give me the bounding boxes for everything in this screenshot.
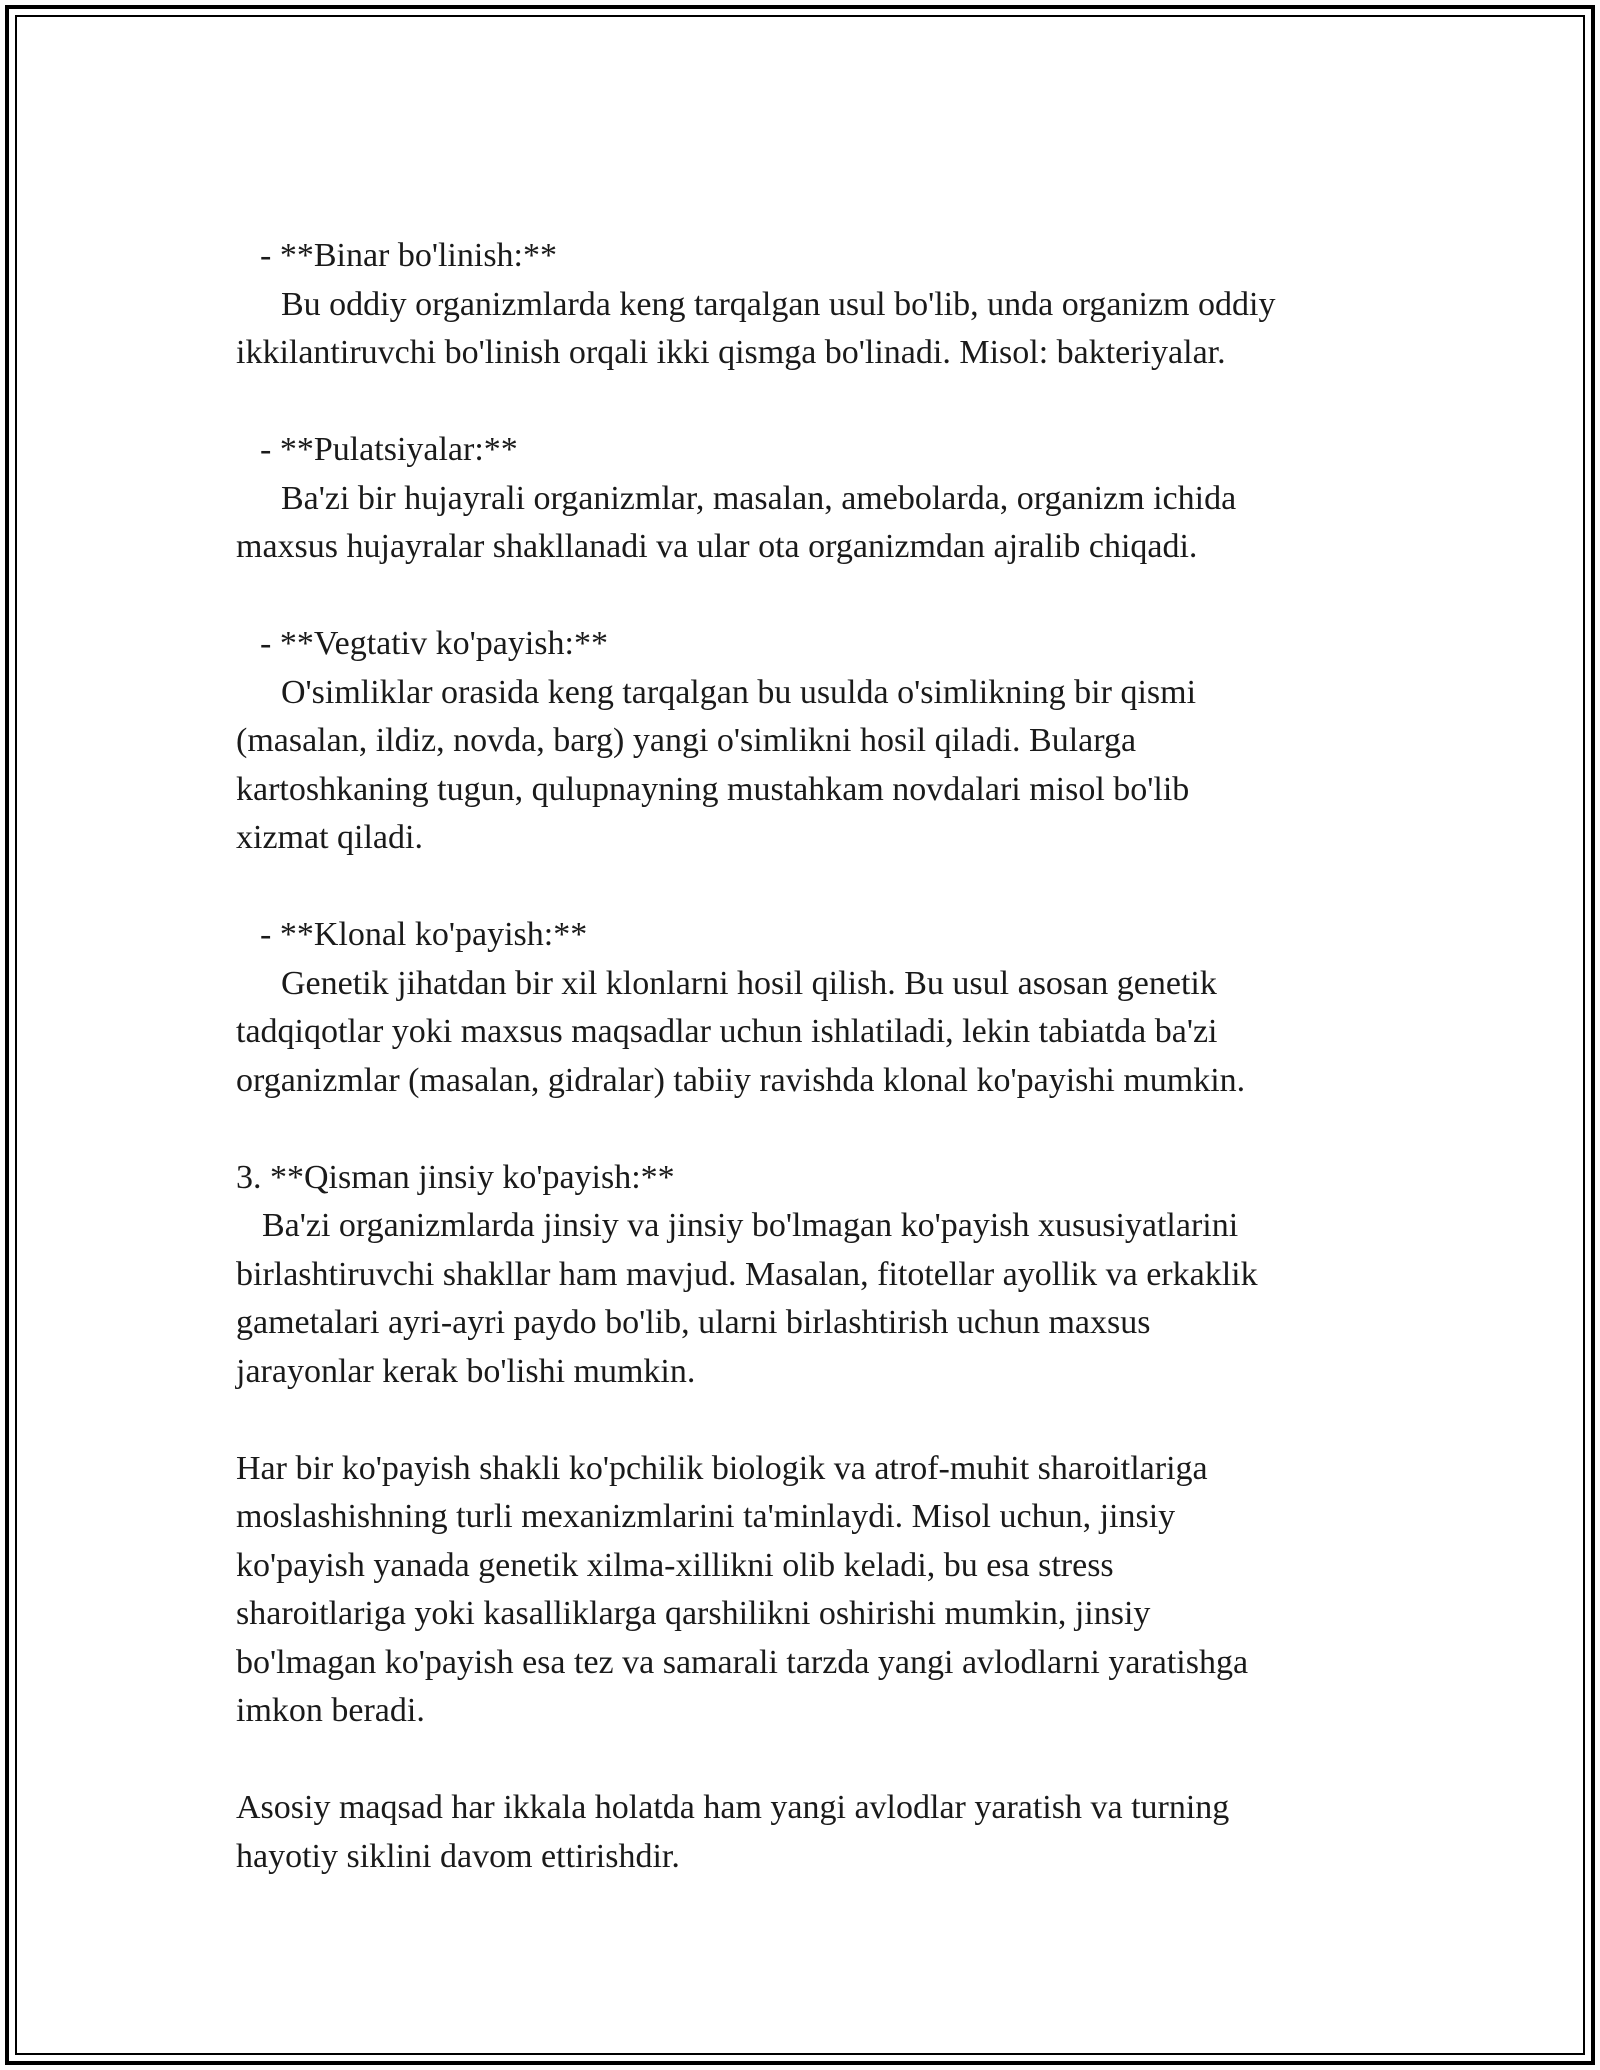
section-text-line: ikkilantiruvchi bo'linish orqali ikki qismga bo'linadi. Misol: bakteriyalar.: [236, 334, 1226, 371]
paragraph-line: ko'payish yanada genetik xilma-xillikni olib keladi, bu esa stress: [236, 1546, 1114, 1584]
paragraph-line: Asosiy maqsad har ikkala holatda ham yangi avlodlar yaratish va turning: [236, 1789, 1230, 1826]
section-text-line: Ba'zi bir hujayrali organizmlar, masalan, amebolarda, organizm ichida: [281, 479, 1237, 517]
paragraph-line: moslashishning turli mexanizmlarini ta'minlaydi. Misol uchun, jinsiy: [236, 1498, 1176, 1535]
section-heading: 3. **Qisman jinsiy ko'payish:**: [236, 1158, 675, 1196]
section-text-line: Genetik jihatdan bir xil klonlarni hosil qilish. Bu usul asosan genetik: [281, 964, 1217, 1002]
paragraph-line: imkon beradi.: [236, 1692, 425, 1729]
section-binar: [236, 232, 1376, 378]
section-klonal: [236, 911, 1376, 1105]
section-text-line: maxsus hujayralar shakllanadi va ular ota organizmdan ajralib chiqadi.: [236, 528, 1198, 565]
section-text-line: gametalari ayri-ayri paydo bo'lib, ularni birlashtirish uchun maxsus: [236, 1304, 1151, 1341]
section-heading: - **Binar bo'linish:**: [260, 237, 558, 274]
paragraph-line: sharoitlariga yoki kasalliklarga qarshilikni oshirishi mumkin, jinsiy: [236, 1595, 1151, 1632]
document-body: [236, 232, 1376, 1881]
paragraph-line: Har bir ko'payish shakli ko'pchilik biologik va atrof-muhit sharoitlariga: [236, 1449, 1208, 1487]
section-pulatsiyalar: [236, 426, 1376, 572]
section-text-line: tadqiqotlar yoki maxsus maqsadlar uchun ishlatiladi, lekin tabiatda ba'zi: [236, 1013, 1218, 1050]
paragraph-line: hayotiy siklini davom ettirishdir.: [236, 1837, 680, 1875]
section-heading: - **Pulatsiyalar:**: [260, 431, 518, 468]
section-text-line: Ba'zi organizmlarda jinsiy va jinsiy bo'lmagan ko'payish xususiyatlarini: [262, 1207, 1239, 1244]
section-vegtativ: [236, 620, 1376, 863]
section-heading: - **Klonal ko'payish:**: [260, 916, 588, 953]
section-text-line: birlashtiruvchi shakllar ham mavjud. Masalan, fitotellar ayollik va erkaklik: [236, 1255, 1258, 1293]
paragraph-conclusion: [236, 1784, 1376, 1881]
section-text-line: Bu oddiy organizmlarda keng tarqalgan usul bo'lib, unda organizm oddiy: [281, 285, 1276, 323]
paragraph-summary: [236, 1445, 1376, 1736]
section-text-line: kartoshkaning tugun, qulupnayning mustahkam novdalari misol bo'lib: [236, 770, 1190, 808]
section-text-line: O'simliklar orasida keng tarqalgan bu usulda o'simlikning bir qismi: [281, 673, 1197, 711]
section-heading: - **Vegtativ ko'payish:**: [260, 625, 608, 662]
section-qisman-jinsiy: [236, 1154, 1376, 1397]
section-text-line: (masalan, ildiz, novda, barg) yangi o'simlikni hosil qiladi. Bularga: [236, 722, 1137, 759]
paragraph-line: bo'lmagan ko'payish esa tez va samarali tarzda yangi avlodlarni yaratishga: [236, 1643, 1249, 1681]
section-text-line: organizmlar (masalan, gidralar) tabiiy ravishda klonal ko'payishi mumkin.: [236, 1061, 1246, 1099]
section-text-line: xizmat qiladi.: [236, 819, 423, 856]
section-text-line: jarayonlar kerak bo'lishi mumkin.: [236, 1352, 696, 1390]
